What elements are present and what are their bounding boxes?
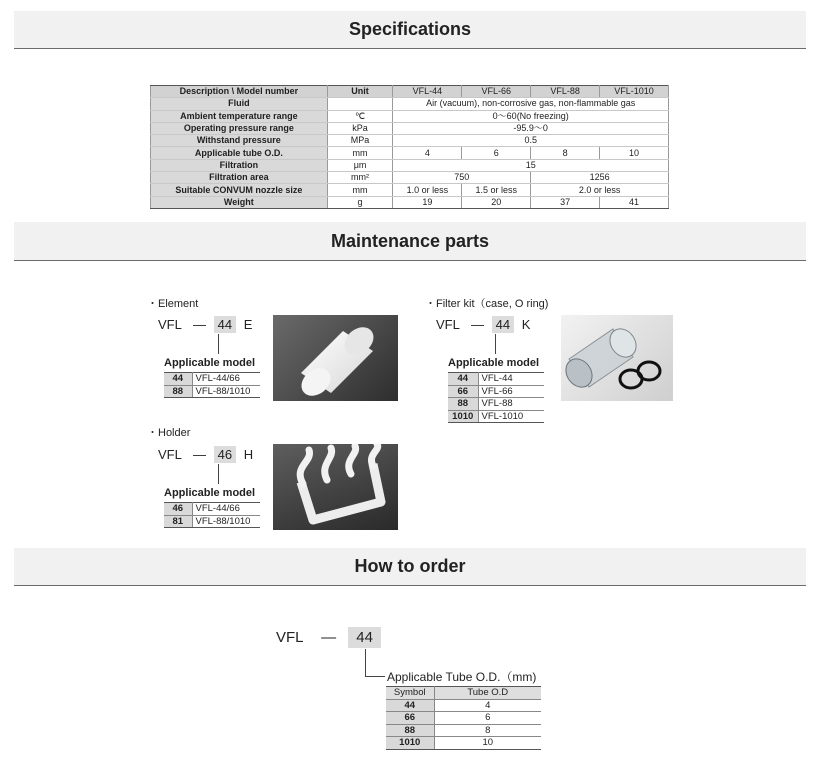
spec-label: Weight: [151, 196, 328, 208]
spec-label: Filtration: [151, 159, 328, 171]
holder-clip-icon: [273, 444, 398, 530]
code-suffix: K: [521, 317, 531, 332]
holder-model-table: [164, 502, 260, 528]
holder-code: [158, 446, 253, 463]
table-header-row: [386, 687, 541, 700]
model-cell: VFL-1010: [478, 410, 544, 423]
code-dash: —: [470, 317, 484, 332]
table-row: [386, 699, 541, 712]
table-row: [164, 515, 260, 528]
code-dash: —: [321, 629, 337, 646]
order-leader-horizontal: [365, 676, 385, 677]
code-box: 44: [214, 316, 236, 333]
spec-row-tube: [151, 147, 669, 159]
spec-row-nozzle: [151, 184, 669, 196]
table-row: [164, 503, 260, 516]
spec-unit: MPa: [327, 135, 393, 147]
table-row: [448, 410, 544, 423]
spec-label: Operating pressure range: [151, 122, 328, 134]
symbol-cell: 66: [386, 712, 434, 725]
spec-label: Applicable tube O.D.: [151, 147, 328, 159]
spec-unit: μm: [327, 159, 393, 171]
table-row: [386, 724, 541, 737]
column-header-tube: Tube O.D: [434, 687, 541, 700]
table-row: [448, 385, 544, 398]
model-cell: VFL-44/66: [192, 503, 260, 516]
model-cell: VFL-44: [478, 373, 544, 386]
symbol-cell: 81: [164, 515, 192, 528]
model-cell: VFL-88: [478, 398, 544, 411]
table-row: [386, 737, 541, 750]
code-box: 44: [492, 316, 514, 333]
table-row: [164, 373, 260, 386]
spec-unit: mm: [327, 184, 393, 196]
filter-kit-model-table: [448, 372, 544, 423]
filter-kit-code: [436, 316, 530, 333]
specifications-header: [14, 11, 806, 49]
code-prefix: VFL: [276, 629, 303, 646]
filter-kit-leader-line: [495, 334, 496, 354]
spec-unit: mm: [327, 147, 393, 159]
spec-value: -95.9～0: [393, 122, 669, 134]
code-box: 44: [348, 627, 381, 648]
specifications-title: Specifications: [348, 19, 472, 39]
spec-unit: g: [327, 196, 393, 208]
code-box: 46: [214, 446, 236, 463]
code-dash: —: [192, 447, 206, 462]
table-row: [448, 373, 544, 386]
spec-label: Withstand pressure: [151, 135, 328, 147]
maintenance-header: [14, 222, 806, 261]
tube-cell: 10: [434, 737, 541, 750]
spec-value: 0.5: [393, 135, 669, 147]
tube-cell: 4: [434, 699, 541, 712]
spec-row-filtration: [151, 159, 669, 171]
holder-title: ・Holder: [147, 427, 191, 439]
spec-value: 20: [462, 196, 531, 208]
order-code: [276, 627, 385, 648]
spec-value: 10: [600, 147, 669, 159]
specifications-table: [150, 85, 669, 209]
spec-row-ambient: [151, 110, 669, 122]
symbol-cell: 1010: [448, 410, 478, 423]
spec-value: 6: [462, 147, 531, 159]
code-suffix: E: [243, 317, 253, 332]
element-leader-line: [218, 334, 219, 354]
spec-header-model: VFL-44: [393, 86, 462, 98]
filter-kit-photo: [561, 315, 673, 401]
spec-value: 1.5 or less: [462, 184, 531, 196]
code-prefix: VFL: [158, 447, 182, 462]
spec-header-model: VFL-66: [462, 86, 531, 98]
spec-value: Air (vacuum), non-corrosive gas, non-flammable gas: [393, 98, 669, 110]
table-row: [386, 712, 541, 725]
symbol-cell: 66: [448, 385, 478, 398]
table-row: [164, 385, 260, 398]
tube-cell: 6: [434, 712, 541, 725]
table-row: [448, 398, 544, 411]
order-table: [386, 686, 541, 750]
spec-header-row: [151, 86, 669, 98]
spec-unit: mm²: [327, 172, 393, 184]
code-prefix: VFL: [436, 317, 460, 332]
symbol-cell: 88: [386, 724, 434, 737]
how-to-order-title: How to order: [354, 556, 466, 576]
spec-value: 41: [600, 196, 669, 208]
maintenance-title: Maintenance parts: [330, 231, 490, 251]
filter-case-icon: [561, 315, 673, 401]
symbol-cell: 88: [164, 385, 192, 398]
spec-label: Suitable CONVUM nozzle size: [151, 184, 328, 196]
symbol-cell: 44: [448, 373, 478, 386]
model-cell: VFL-88/1010: [192, 515, 260, 528]
model-cell: VFL-88/1010: [192, 385, 260, 398]
spec-value: 0～60(No freezing): [393, 110, 669, 122]
holder-leader-line: [218, 464, 219, 484]
spec-row-fluid: [151, 98, 669, 110]
spec-value: 15: [393, 159, 669, 171]
spec-value: 37: [531, 196, 600, 208]
spec-value: 8: [531, 147, 600, 159]
spec-value: 1.0 or less: [393, 184, 462, 196]
element-title: ・Element: [147, 298, 199, 310]
spec-label: Fluid: [151, 98, 328, 110]
symbol-cell: 46: [164, 503, 192, 516]
spec-value: 19: [393, 196, 462, 208]
symbol-cell: 44: [164, 373, 192, 386]
column-header-symbol: Symbol: [386, 687, 434, 700]
symbol-cell: 44: [386, 699, 434, 712]
symbol-cell: 88: [448, 398, 478, 411]
holder-applicable-label: Applicable model: [164, 487, 256, 499]
spec-header-model: VFL-1010: [600, 86, 669, 98]
code-dash: —: [192, 317, 206, 332]
element-photo: [273, 315, 398, 401]
element-cylinder-icon: [273, 315, 398, 401]
spec-row-weight: [151, 196, 669, 208]
element-code: [158, 316, 252, 333]
code-suffix: H: [243, 447, 254, 462]
tube-cell: 8: [434, 724, 541, 737]
spec-label: Filtration area: [151, 172, 328, 184]
how-to-order-header: [14, 548, 806, 586]
symbol-cell: 1010: [386, 737, 434, 750]
filter-kit-title: ・Filter kit（case, O ring): [425, 298, 549, 310]
spec-unit: ℃: [327, 110, 393, 122]
spec-header-unit: Unit: [327, 86, 393, 98]
spec-label: Ambient temperature range: [151, 110, 328, 122]
holder-photo: [273, 444, 398, 530]
spec-row-operating: [151, 122, 669, 134]
model-cell: VFL-66: [478, 385, 544, 398]
filter-kit-applicable-label: Applicable model: [448, 357, 540, 369]
model-cell: VFL-44/66: [192, 373, 260, 386]
spec-header-description: Description \ Model number: [151, 86, 328, 98]
spec-value: 2.0 or less: [531, 184, 669, 196]
spec-unit: [327, 98, 393, 110]
element-applicable-label: Applicable model: [164, 357, 256, 369]
spec-row-area: [151, 172, 669, 184]
order-applicable-label: Applicable Tube O.D.（mm): [387, 670, 537, 684]
element-model-table: [164, 372, 260, 398]
spec-unit: kPa: [327, 122, 393, 134]
spec-row-withstand: [151, 135, 669, 147]
spec-value: 750: [393, 172, 531, 184]
order-leader-line: [365, 649, 366, 676]
spec-value: 1256: [531, 172, 669, 184]
spec-value: 4: [393, 147, 462, 159]
spec-header-model: VFL-88: [531, 86, 600, 98]
code-prefix: VFL: [158, 317, 182, 332]
